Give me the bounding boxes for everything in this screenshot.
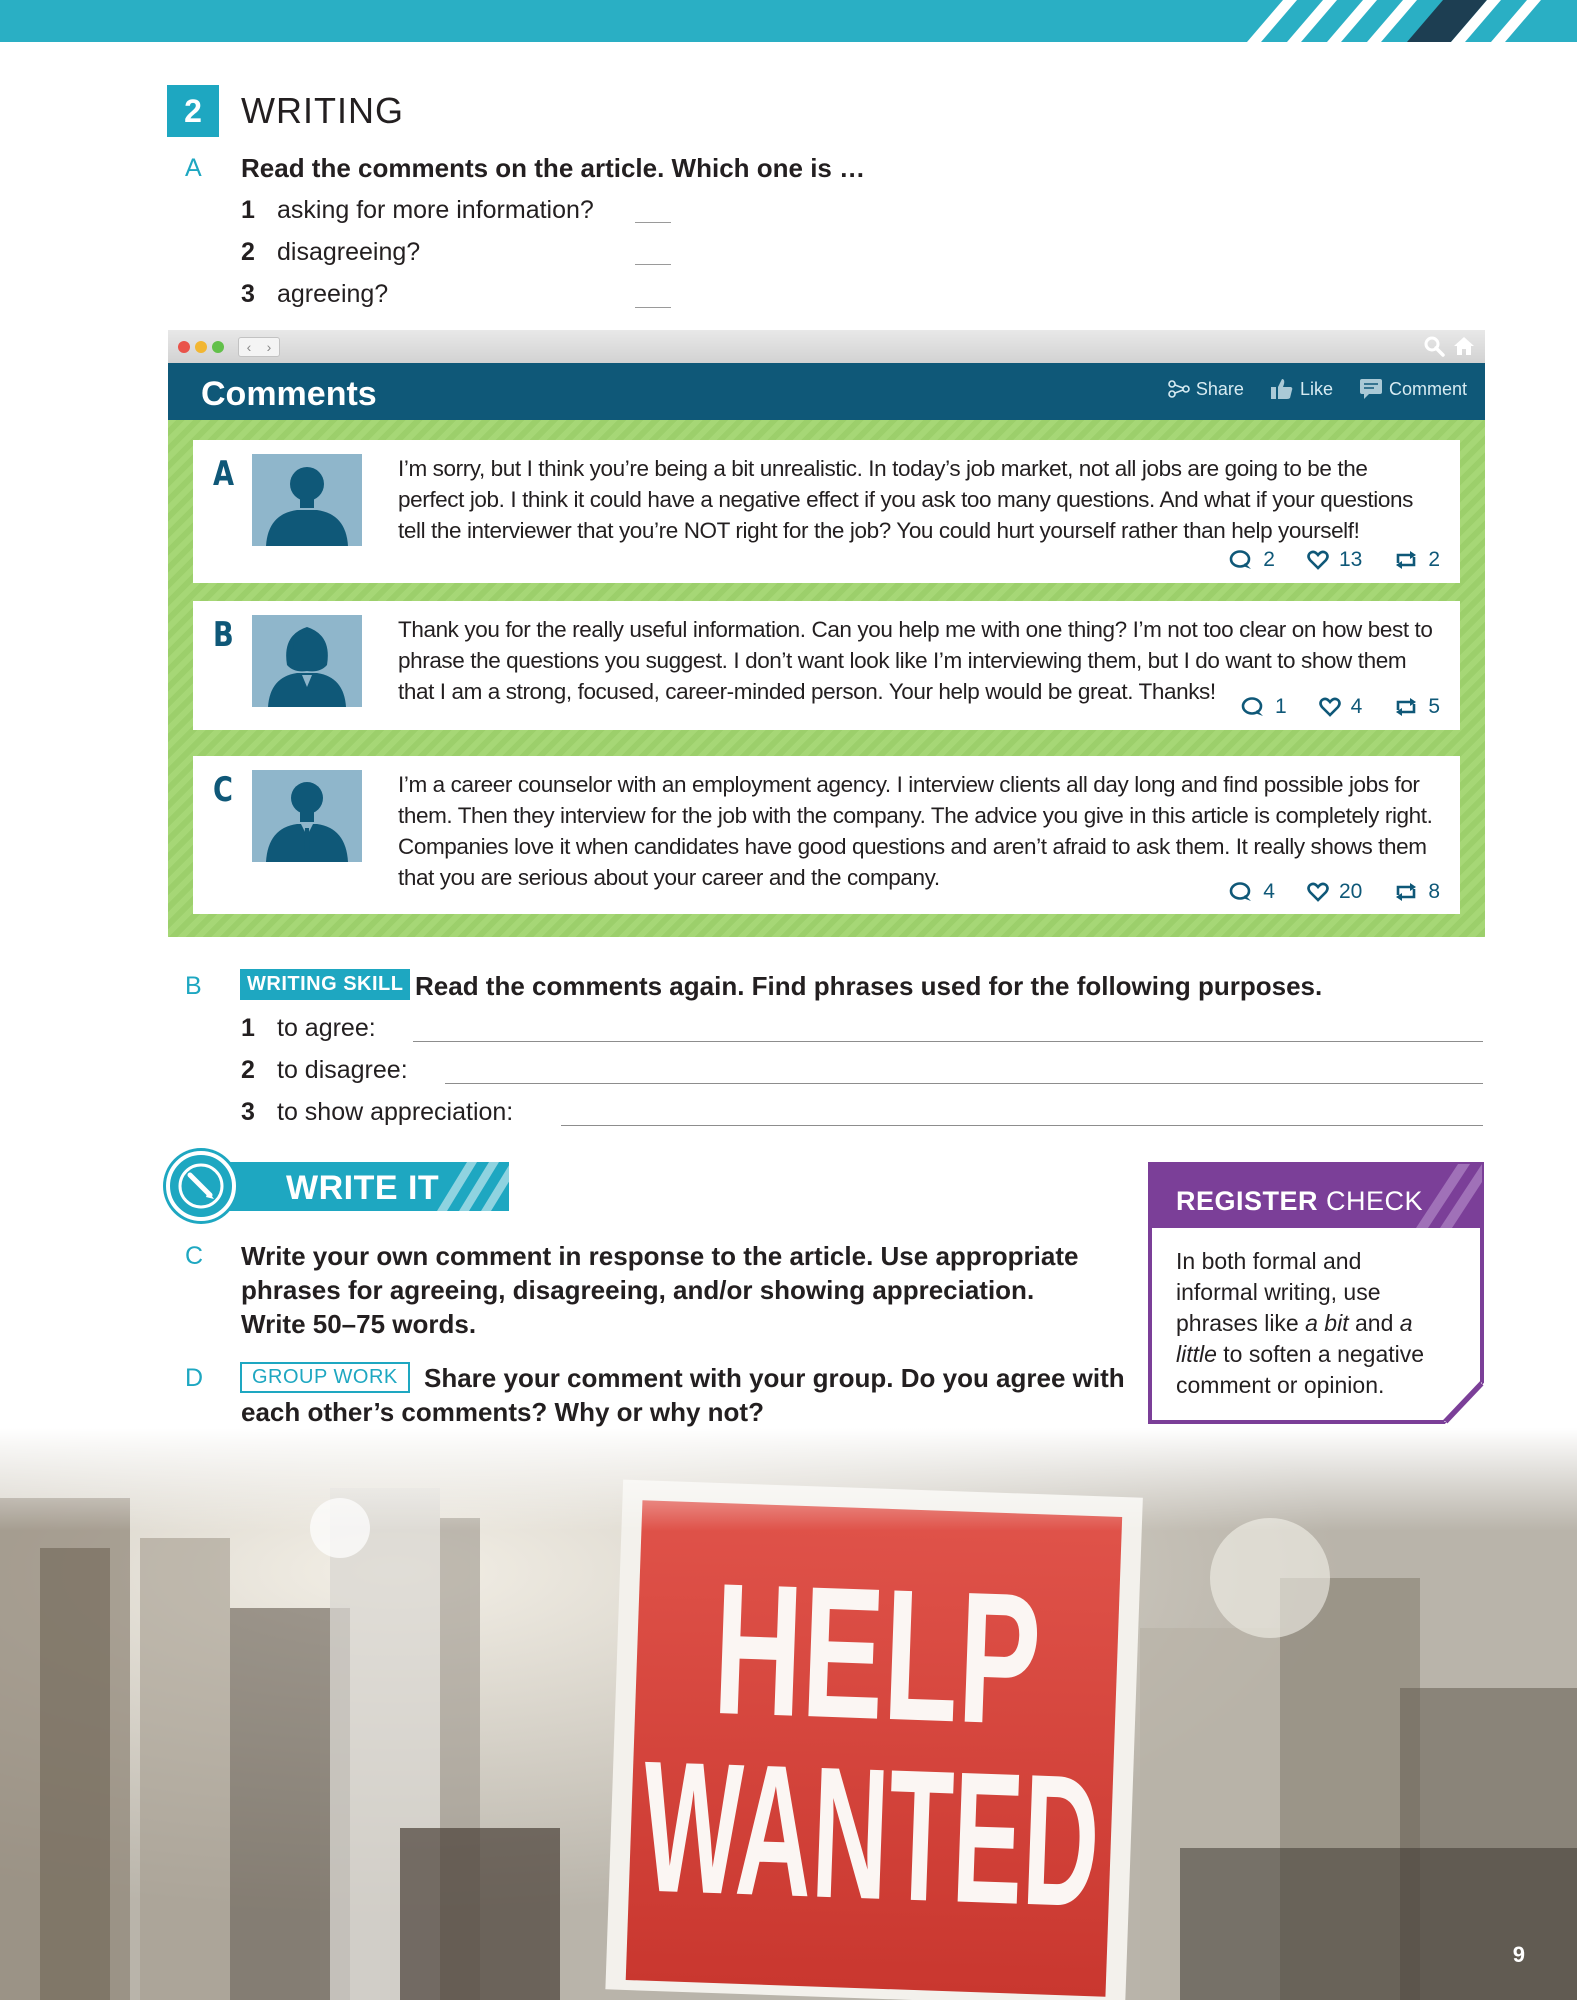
user-silhouette-suit-icon: [252, 770, 362, 862]
exercise-b-letter: B: [185, 972, 202, 1000]
exercise-b-item-number: 1: [241, 1014, 255, 1042]
exercise-c-line: phrases for agreeing, disagreeing, and/or showing appreciation.: [241, 1275, 1035, 1305]
comments-title: Comments: [201, 375, 377, 413]
share-icon: [1168, 379, 1190, 399]
heart-icon: [1307, 882, 1329, 902]
comments-list: [168, 420, 1485, 937]
section-number: 2: [167, 85, 219, 137]
browser-chrome: [168, 330, 1485, 363]
home-icon[interactable]: [1453, 335, 1475, 357]
comment-card: [193, 440, 1460, 583]
reply-count[interactable]: 2: [1229, 548, 1275, 572]
close-dot-icon[interactable]: [178, 341, 190, 353]
reply-bubble-icon: [1229, 549, 1253, 571]
answer-line[interactable]: [561, 1125, 1483, 1126]
forward-arrow-icon[interactable]: ›: [266, 339, 272, 355]
exercise-a-letter: A: [185, 154, 202, 182]
heart-icon: [1307, 550, 1329, 570]
comment-letter: B: [213, 615, 234, 655]
exercise-d-letter: D: [185, 1364, 204, 1392]
share-label: Share: [1195, 378, 1244, 399]
back-arrow-icon[interactable]: ‹: [246, 339, 252, 355]
exercise-b-item-number: 3: [241, 1098, 255, 1126]
reply-count[interactable]: 1: [1241, 695, 1287, 719]
avatar: [252, 770, 362, 862]
exercise-b-instruction: Read the comments again. Find phrases used for the following purposes.: [415, 971, 1323, 1001]
shop-window-image: [0, 1428, 1577, 2000]
exercise-c-line: Write 50–75 words.: [241, 1309, 477, 1339]
exercise-a-instruction: Read the comments on the article. Which one is …: [241, 153, 866, 183]
share-count[interactable]: 5: [1394, 695, 1440, 719]
exercise-a-item-text: disagreeing?: [277, 238, 421, 266]
exercise-b-item-text: to disagree:: [277, 1056, 408, 1084]
comment-card: [193, 756, 1460, 914]
exercise-b-item-number: 2: [241, 1056, 255, 1084]
thumbs-up-icon: [1270, 378, 1294, 400]
exercise-a-item-number: 1: [241, 196, 255, 224]
answer-blank[interactable]: [635, 307, 671, 308]
exercise-a-item-number: 3: [241, 280, 255, 308]
user-silhouette-female-icon: [252, 615, 362, 707]
comment-text: I’m a career counselor with an employment agency. I interview clients all day long and find possible jobs for them. Then they interview for the job with the company. The advice you give in this article is completely right. Companies love it when candidates have good questions and aren’t afraid to ask them. It really shows them that you are serious about your career and the company.: [398, 772, 1433, 890]
maximize-dot-icon[interactable]: [212, 341, 224, 353]
help-wanted-photo: [0, 1428, 1577, 2000]
write-it-label: WRITE IT: [286, 1169, 440, 1207]
like-count[interactable]: 4: [1319, 695, 1363, 719]
answer-line[interactable]: [445, 1083, 1483, 1084]
comment-card: [193, 601, 1460, 730]
avatar: [252, 615, 362, 707]
register-check-box: [1148, 1162, 1484, 1424]
comment-label: Comment: [1388, 378, 1467, 399]
writing-skill-badge: WRITING SKILL: [240, 969, 410, 1000]
exercise-a-item-text: agreeing?: [277, 280, 389, 308]
exercise-a-item-text: asking for more information?: [277, 196, 594, 224]
comment-text: I’m sorry, but I think you’re being a bit unrealistic. In today’s job market, not all jobs are going to be the perfect job. I think it could have a negative effect if you ask too many questions. And what if your questions tell the interviewer that you’re NOT right for the job? You could hurt yourself rather than help yourself!: [398, 456, 1413, 543]
group-work-badge: GROUP WORK: [240, 1362, 410, 1393]
user-silhouette-icon: [252, 454, 362, 546]
reply-bubble-icon: [1241, 696, 1265, 718]
like-label: Like: [1299, 378, 1333, 399]
exercise-d-line: Share your comment with your group. Do you agree with: [424, 1363, 1125, 1393]
comment-text: Thank you for the really useful information. Can you help me with one thing? I’m not too clear on how best to phrase the questions you suggest. I don’t want look like I’m interviewing them, but I do want to show them that I am a strong, focused, career-minded person. Your help would be great. Thanks!: [398, 617, 1433, 704]
answer-line[interactable]: [413, 1041, 1483, 1042]
exercise-a-item-number: 2: [241, 238, 255, 266]
exercise-c-line: Write your own comment in response to the article. Use appropriate: [241, 1241, 1079, 1271]
page-number: 9: [1512, 1942, 1525, 1967]
comments-header-bar: [168, 363, 1485, 420]
exercise-d-line: each other’s comments? Why or why not?: [241, 1397, 764, 1427]
like-button[interactable]: [1270, 378, 1333, 400]
avatar: [252, 454, 362, 546]
answer-blank[interactable]: [635, 222, 671, 223]
answer-blank[interactable]: [635, 264, 671, 265]
reply-bubble-icon: [1229, 881, 1253, 903]
speech-bubble-icon: [1359, 378, 1383, 400]
top-banner: [0, 0, 1577, 42]
write-it-banner: [166, 1151, 509, 1221]
banner-stripes-decoration: [1247, 0, 1577, 42]
comment-button[interactable]: [1359, 378, 1467, 400]
nav-buttons[interactable]: [238, 337, 280, 357]
retweet-icon: [1394, 696, 1418, 718]
like-count[interactable]: 20: [1307, 880, 1362, 904]
pencil-icon: [166, 1151, 236, 1221]
minimize-dot-icon[interactable]: [195, 341, 207, 353]
exercise-b-item-text: to agree:: [277, 1014, 376, 1042]
share-button[interactable]: [1168, 379, 1244, 400]
exercise-c-letter: C: [185, 1242, 204, 1270]
comment-letter: A: [213, 454, 235, 494]
share-count[interactable]: 2: [1394, 548, 1440, 572]
exercise-b-item-text: to show appreciation:: [277, 1098, 514, 1126]
comment-letter: C: [213, 770, 233, 810]
share-count[interactable]: 8: [1394, 880, 1440, 904]
retweet-icon: [1394, 549, 1418, 571]
section-title: WRITING: [241, 90, 404, 131]
comments-browser-window: [168, 330, 1485, 937]
retweet-icon: [1394, 881, 1418, 903]
search-icon[interactable]: [1423, 335, 1445, 357]
register-check-body: In both formal and informal writing, use phrases like a bit and a little to soften a negative comment or opinion.: [1176, 1248, 1425, 1398]
register-check-title: REGISTER CHECK: [1176, 1186, 1424, 1216]
like-count[interactable]: 13: [1307, 548, 1362, 572]
banner-stripes-decoration: [429, 1162, 509, 1211]
reply-count[interactable]: 4: [1229, 880, 1275, 904]
heart-icon: [1319, 697, 1341, 717]
